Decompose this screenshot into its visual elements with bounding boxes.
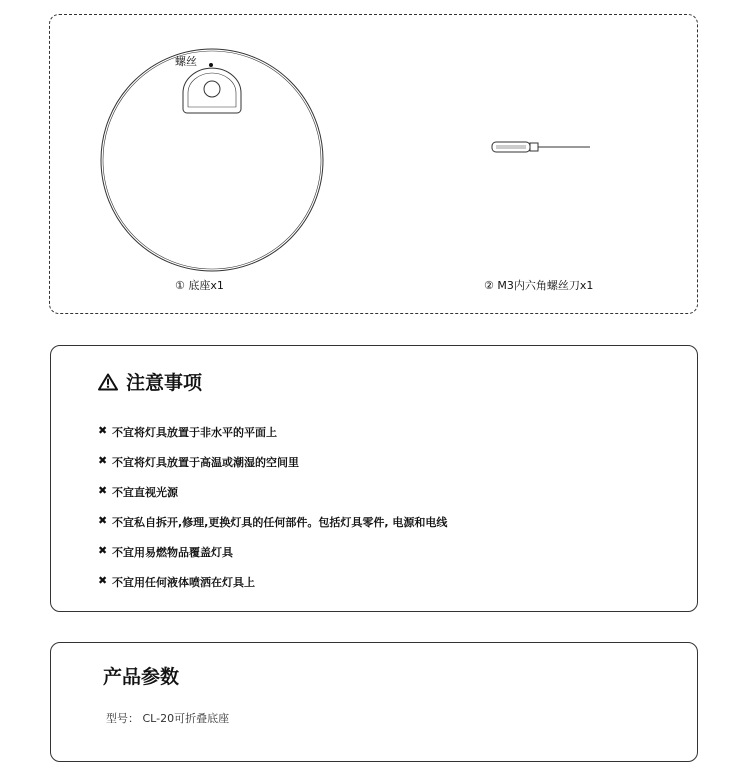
cross-icon: ✖: [98, 424, 108, 437]
base-illustration: [99, 45, 325, 275]
list-item-text: 不宜直视光源: [112, 486, 178, 499]
params-card: [50, 642, 698, 762]
list-item: [98, 454, 447, 484]
list-item: [98, 544, 447, 574]
list-item: [98, 574, 447, 604]
screw-marker: [209, 63, 213, 67]
base-caption: ① 底座x1: [175, 279, 224, 292]
cross-icon: ✖: [98, 544, 108, 557]
notice-list: [98, 424, 447, 604]
tool-caption: ② M3内六角螺丝刀x1: [484, 279, 594, 292]
list-item: [98, 514, 447, 544]
notice-heading: [98, 368, 202, 395]
list-item-text: 不宜用易燃物品覆盖灯具: [112, 546, 233, 559]
cross-icon: ✖: [98, 484, 108, 497]
params-title: 产品参数: [103, 666, 180, 688]
warning-icon: [98, 373, 118, 391]
screw-label: 螺丝: [175, 55, 197, 68]
notice-title: 注意事项: [126, 372, 203, 394]
parts-panel: [49, 14, 698, 314]
list-item-text: 不宜将灯具放置于非水平的平面上: [112, 426, 277, 439]
list-item-text: 不宜私自拆开,修理,更换灯具的任何部件。包括灯具零件, 电源和电线: [112, 516, 448, 529]
list-item: [98, 424, 447, 454]
list-item-text: 不宜将灯具放置于高温或潮湿的空间里: [112, 456, 299, 469]
hex-screwdriver-icon: [488, 139, 592, 155]
cross-icon: ✖: [98, 514, 108, 527]
cross-icon: ✖: [98, 454, 108, 467]
notice-card: [50, 345, 698, 612]
cross-icon: ✖: [98, 574, 108, 587]
list-item-text: 不宜用任何液体喷洒在灯具上: [112, 576, 255, 589]
list-item: [98, 484, 447, 514]
model-line: 型号： CL-20可折叠底座: [106, 712, 230, 725]
